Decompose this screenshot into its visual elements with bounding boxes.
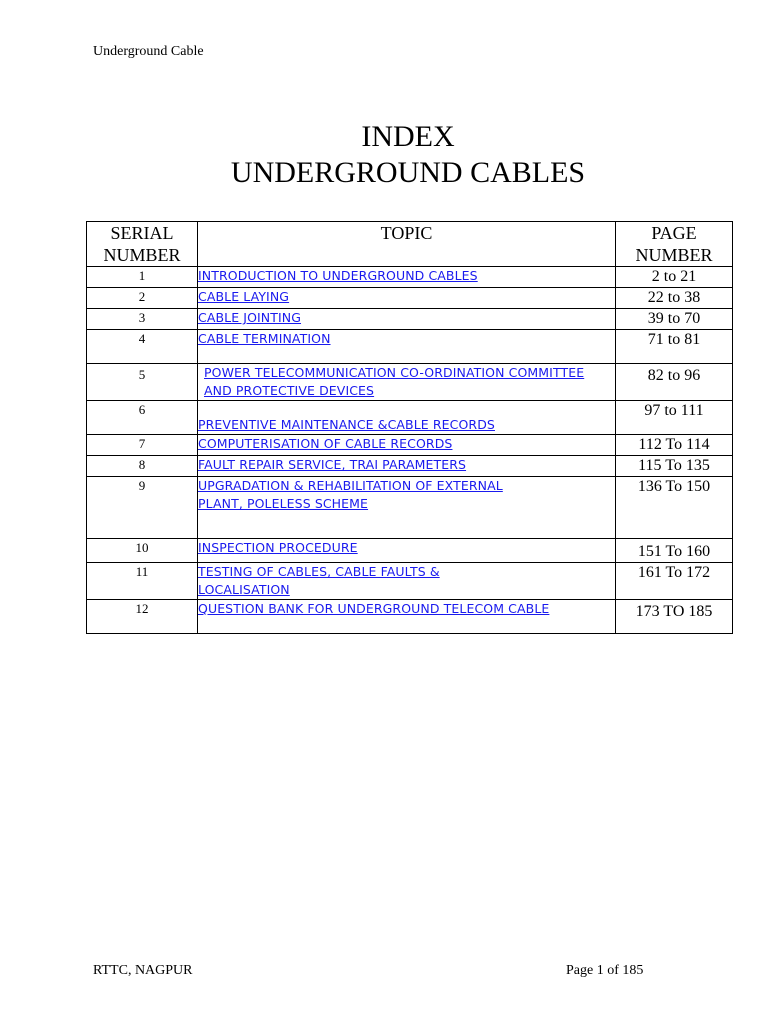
page-range-cell: 136 To 150 (616, 477, 733, 539)
serial-cell: 4 (87, 330, 198, 364)
topic-cell (198, 456, 616, 477)
topic-cell (198, 477, 616, 539)
serial-cell: 7 (87, 435, 198, 456)
document-title: UNDERGROUND CABLES (230, 156, 586, 189)
table-row (87, 330, 733, 364)
topic-header: TOPIC (198, 222, 616, 267)
table-row (87, 456, 733, 477)
page-range-cell: 97 to 111 (616, 401, 733, 435)
page-indicator: Page 1 of 185 (566, 963, 644, 978)
page-number-header (616, 222, 733, 267)
table-header-row (87, 222, 733, 267)
serial-cell: 6 (87, 401, 198, 435)
serial-cell: 2 (87, 288, 198, 309)
table-row (87, 435, 733, 456)
serial-cell: 3 (87, 309, 198, 330)
topic-link[interactable]: FAULT REPAIR SERVICE, TRAI PARAMETERS (198, 457, 467, 472)
running-header: Underground Cable (93, 44, 204, 59)
table-row (87, 477, 733, 539)
table-row (87, 364, 733, 401)
topic-link[interactable]: INSPECTION PROCEDURE (198, 540, 358, 555)
topic-cell (198, 330, 616, 364)
topic-link[interactable]: QUESTION BANK FOR UNDERGROUND TELECOM CABLE (198, 601, 550, 616)
topic-link[interactable]: PREVENTIVE MAINTENANCE &CABLE RECORDS (198, 417, 495, 432)
topic-link[interactable]: CABLE JOINTING (198, 310, 302, 325)
serial-cell: 9 (87, 477, 198, 539)
serial-cell: 8 (87, 456, 198, 477)
page-range-cell: 161 To 172 (616, 563, 733, 600)
topic-cell (198, 435, 616, 456)
table-row (87, 539, 733, 563)
topic-link[interactable]: CABLE TERMINATION (198, 331, 331, 346)
page-header-line2: NUMBER (635, 245, 713, 265)
footer-organization: RTTC, NAGPUR (93, 963, 193, 978)
page-range-cell: 82 to 96 (616, 364, 733, 401)
page-range-cell: 39 to 70 (616, 309, 733, 330)
table-row (87, 309, 733, 330)
table-row (87, 401, 733, 435)
page-range-cell: 22 to 38 (616, 288, 733, 309)
serial-cell: 10 (87, 539, 198, 563)
topic-cell (198, 267, 616, 288)
table-row (87, 563, 733, 600)
topic-cell (198, 563, 616, 600)
topic-cell (198, 539, 616, 563)
topic-cell (198, 364, 616, 401)
topic-link[interactable]: UPGRADATION & REHABILITATION OF EXTERNAL PLANT, POLELESS SCHEME (198, 478, 503, 511)
page-range-cell: 71 to 81 (616, 330, 733, 364)
topic-link[interactable]: COMPUTERISATION OF CABLE RECORDS (198, 436, 453, 451)
page-range-cell: 173 TO 185 (616, 600, 733, 634)
table-row (87, 267, 733, 288)
topic-link[interactable]: TESTING OF CABLES, CABLE FAULTS & LOCALISATION (198, 564, 440, 597)
page-range-cell: 151 To 160 (616, 539, 733, 563)
topic-cell (198, 600, 616, 634)
serial-cell: 1 (87, 267, 198, 288)
topic-link[interactable]: POWER TELECOMMUNICATION CO-ORDINATION COMMITTEE AND PROTECTIVE DEVICES (204, 365, 585, 398)
topic-link[interactable]: CABLE LAYING (198, 289, 290, 304)
index-title: INDEX (361, 120, 455, 153)
serial-cell: 5 (87, 364, 198, 401)
index-table (86, 221, 733, 634)
serial-header-line1: SERIAL (110, 223, 174, 243)
page-range-cell: 115 To 135 (616, 456, 733, 477)
topic-cell (198, 288, 616, 309)
serial-header-line2: NUMBER (103, 245, 181, 265)
serial-cell: 12 (87, 600, 198, 634)
topic-cell (198, 401, 616, 435)
topic-link[interactable]: INTRODUCTION TO UNDERGROUND CABLES (198, 268, 478, 283)
page-header-line1: PAGE (651, 223, 697, 243)
page-range-cell: 112 To 114 (616, 435, 733, 456)
serial-number-header (87, 222, 198, 267)
page-range-cell: 2 to 21 (616, 267, 733, 288)
table-row (87, 288, 733, 309)
serial-cell: 11 (87, 563, 198, 600)
table-row (87, 600, 733, 634)
topic-cell (198, 309, 616, 330)
